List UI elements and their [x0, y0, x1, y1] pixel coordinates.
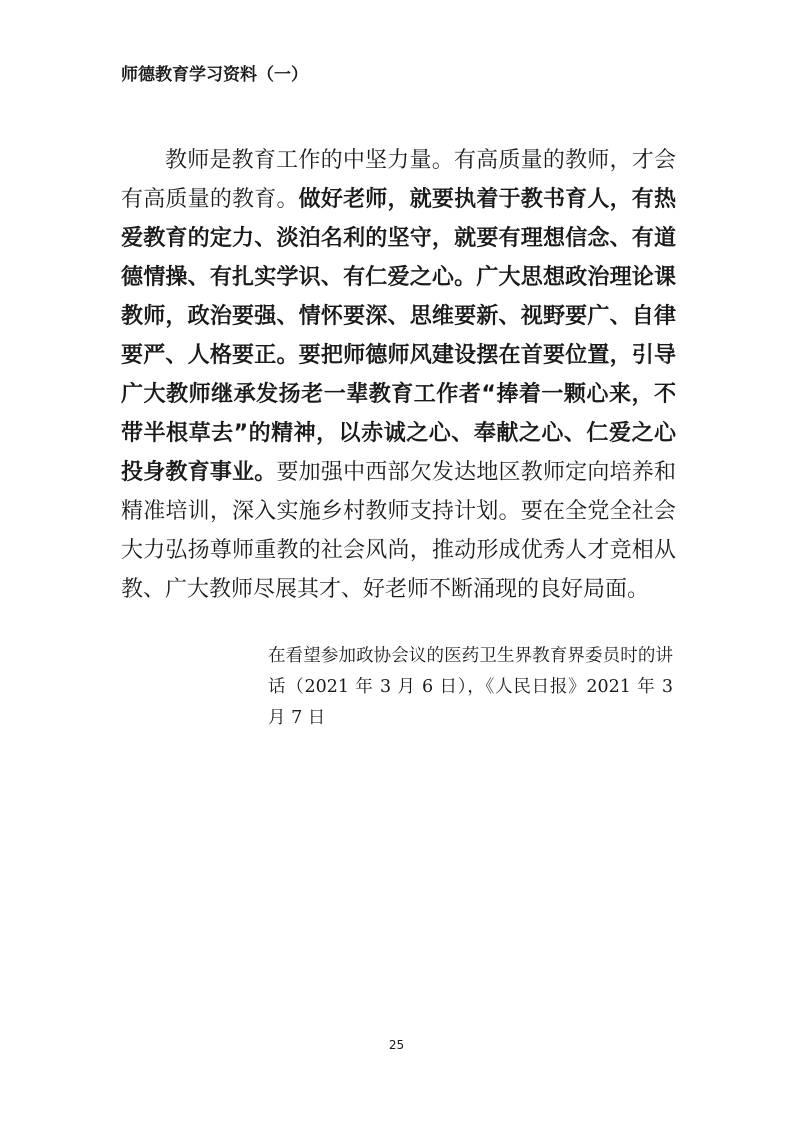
- paragraph-part-regular-2: 要加强中西部欠发达地区教师定向培养和精准培训，深入实施乡村教师支持计划。要在全党全社会大力弘扬尊师重教的社会风尚，推动形成优秀人才竞相从教、广大教师尽展其才、好老师不断涌现的良好局面。: [121, 460, 676, 602]
- page-number: 25: [388, 1038, 405, 1052]
- main-paragraph: [121, 141, 676, 609]
- running-header-title: 师德教育学习资料（一）: [121, 65, 308, 85]
- paragraph-part-bold: 做好老师，就要执着于教书育人，有热爱教育的定力、淡泊名利的坚守，就要有理想信念、有道德情操、有扎实学识、有仁爱之心。广大思想政治理论课教师，政治要强、情怀要深、思维要新、视野要广、自律要严、人格要正。要把师德师风建设摆在首要位置，引导广大教师继承发扬老一辈教育工作者“捧着一颗心来，不带半根草去”的精神，以赤诚之心、奉献之心、仁爱之心投身教育事业。: [121, 187, 676, 485]
- paragraph-part-regular-1: 教师是教育工作的中坚力量。有高质量的教师，才会有高质量的教育。: [121, 148, 676, 212]
- source-citation: 在看望参加政协会议的医药卫生界教育界委员时的讲话（2021 年 3 月 6 日），《人民日报》2021 年 3 月 7 日: [268, 646, 673, 728]
